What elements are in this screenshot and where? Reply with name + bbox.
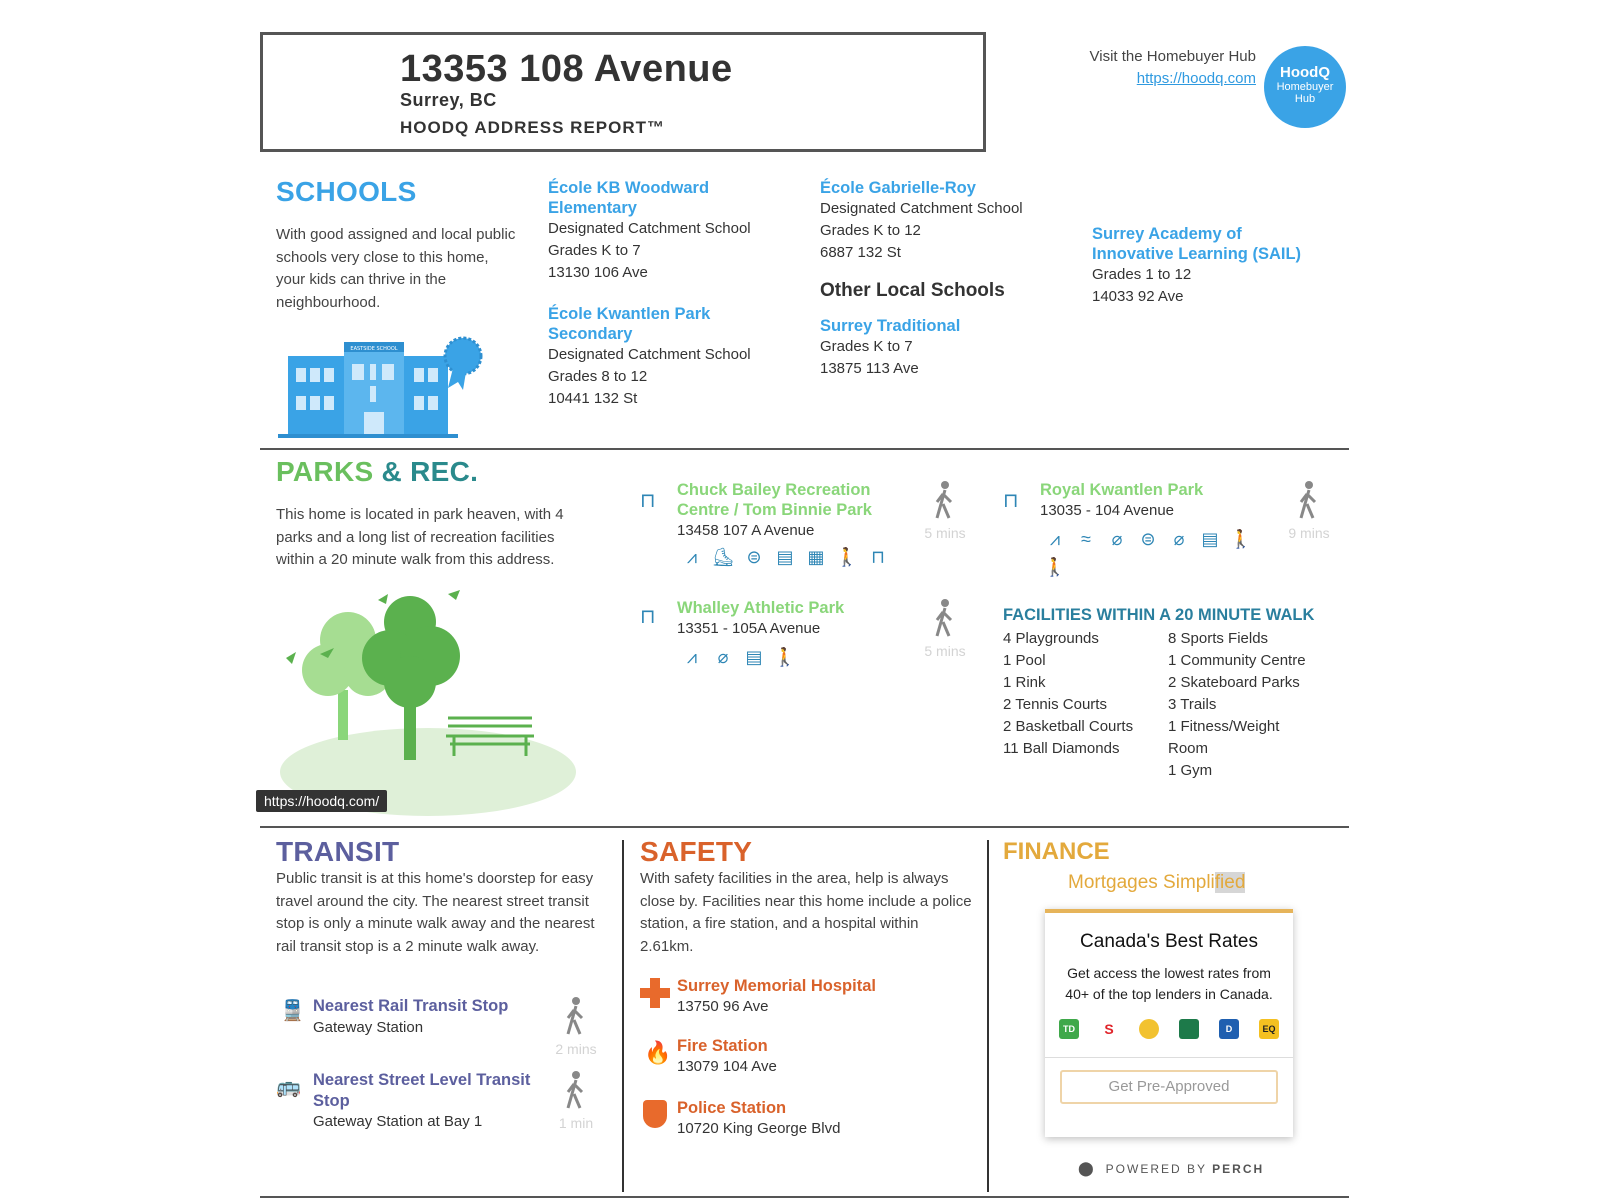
hospital-name: Surrey Memorial Hospital: [677, 977, 876, 995]
park-name: Whalley Athletic Park: [677, 599, 845, 617]
school-name-line-2: Innovative Learning (SAIL): [1092, 245, 1302, 263]
location-pin-icon: ⬤: [1078, 1160, 1096, 1176]
safety-blurb: With safety facilities in the area, help is always close by. Facilities near this home include a police station, a fire station, and a hospital within 2.61km.: [640, 870, 972, 955]
homebuyer-hub-text: Visit the Homebuyer Hub: [1089, 48, 1256, 65]
field-icon: ▤: [776, 547, 794, 567]
park-chuck-bailey[interactable]: [677, 480, 917, 542]
finance-tagline: [1068, 872, 1245, 894]
school-kb-woodward[interactable]: [548, 178, 788, 284]
eq-bank-logo-icon: EQ: [1259, 1019, 1279, 1039]
hospital[interactable]: [677, 976, 937, 1018]
ribbon-tail: [448, 368, 466, 390]
address-city: Surrey, BC: [400, 90, 497, 110]
park-amenities: [680, 544, 890, 570]
school-sail[interactable]: [1092, 224, 1342, 308]
tagline-part-a: Mortgages Simpli: [1068, 872, 1215, 893]
school-grades: Grades 1 to 12: [1092, 266, 1192, 283]
walking-person-icon: [931, 480, 959, 520]
fire-station-address: 13079 104 Ave: [677, 1058, 777, 1075]
divider-schools: [260, 448, 1349, 450]
facility-item: 2 Tennis Courts: [1003, 696, 1107, 713]
school-illustration: [278, 336, 493, 446]
shield-logo-icon: [1139, 1019, 1159, 1039]
facility-item: 1 Community Centre: [1168, 652, 1306, 669]
address-title: 13353 108 Avenue: [400, 48, 733, 90]
trail-icon: 🚶: [1229, 529, 1253, 549]
card-title: Canada's Best Rates: [1080, 931, 1258, 952]
pool-icon: ≈: [1081, 529, 1091, 549]
divider-bottom: [260, 1196, 1349, 1198]
park-walk-time: [1281, 480, 1337, 541]
walking-person-icon: [562, 996, 590, 1036]
field-icon: ▤: [745, 647, 763, 667]
badge-line-2: Homebuyer: [1276, 81, 1334, 93]
ball-diamond-icon: ⌀: [717, 647, 729, 667]
police-station-address: 10720 King George Blvd: [677, 1120, 841, 1137]
fire-icon: 🔥: [644, 1040, 672, 1065]
skate-icon: ⛸: [711, 547, 735, 567]
walk-minutes: 2 mins: [555, 1041, 597, 1057]
url-tooltip: https://hoodq.com/: [256, 790, 387, 812]
school-type: Designated Catchment School: [820, 200, 1023, 217]
school-grades: Grades K to 12: [820, 222, 921, 239]
school-name-line-2: Secondary: [548, 325, 633, 343]
walk-minutes: 9 mins: [1288, 525, 1330, 541]
facilities-list-right: [1168, 628, 1348, 782]
park-royal-kwantlen[interactable]: [1040, 480, 1260, 522]
playground-icon: ⩘: [1049, 529, 1061, 549]
school-name-line-1: Surrey Academy of: [1092, 225, 1242, 243]
homebuyer-hub-badge[interactable]: [1264, 46, 1346, 128]
park-walk-time: [917, 598, 973, 659]
facility-item: 1 Rink: [1003, 674, 1046, 691]
school-kwantlen-park[interactable]: [548, 304, 788, 410]
hexagon-logo-icon: [1179, 1019, 1199, 1039]
street-stop-label-line-2: Stop: [313, 1091, 350, 1110]
parks-title-a: PARKS: [276, 456, 374, 487]
scotiabank-logo-icon: S: [1099, 1019, 1119, 1039]
bench-icon: ⊓: [870, 547, 886, 567]
hospital-address: 13750 96 Ave: [677, 998, 769, 1015]
facility-item: 8 Sports Fields: [1168, 630, 1269, 647]
school-name-line-1: École KB Woodward: [548, 179, 710, 197]
powered-by-brand: PERCH: [1212, 1162, 1265, 1176]
school-type: Designated Catchment School: [548, 220, 751, 237]
fire-station-name: Fire Station: [677, 1037, 768, 1055]
fire-station[interactable]: [677, 1036, 937, 1078]
police-shield-icon: [643, 1100, 667, 1128]
facility-item: 2 Basketball Courts: [1003, 718, 1134, 735]
school-name-line-1: École Kwantlen Park: [548, 305, 711, 323]
police-station-name: Police Station: [677, 1099, 787, 1117]
rail-stop-name: Gateway Station: [313, 1018, 424, 1036]
card-text: Get access the lowest rates from 40+ of the top lenders in Canada.: [1065, 965, 1273, 1002]
powered-by-text: POWERED BY: [1105, 1162, 1207, 1176]
nearest-rail-stop[interactable]: [313, 996, 543, 1039]
facility-item: 4 Playgrounds: [1003, 630, 1099, 647]
walking-person-icon: [562, 1070, 590, 1110]
get-pre-approved-button[interactable]: Get Pre-Approved: [1060, 1070, 1278, 1104]
walk-minutes: 1 min: [558, 1115, 594, 1131]
basketball-icon: ⊜: [746, 547, 762, 567]
tree-trunk-left: [338, 690, 348, 740]
fitness-icon: 🚶: [1043, 557, 1067, 577]
basketball-icon: ⊜: [1140, 529, 1156, 549]
community-centre-icon: ▦: [807, 547, 825, 567]
td-logo-icon: TD: [1059, 1019, 1079, 1039]
school-name: École Gabrielle-Roy: [820, 179, 976, 197]
report-label: HOODQ ADDRESS REPORT™: [400, 118, 666, 137]
park-name: Royal Kwantlen Park: [1040, 481, 1204, 499]
police-station[interactable]: [677, 1098, 937, 1140]
schools-title: SCHOOLS: [276, 176, 417, 207]
park-name-line-2: Centre / Tom Binnie Park: [677, 501, 872, 519]
school-name-line-2: Elementary: [548, 199, 637, 217]
facility-item: 11 Ball Diamonds: [1003, 740, 1120, 757]
facilities-list-left: [1003, 628, 1163, 760]
park-address: 13035 - 104 Avenue: [1040, 502, 1175, 519]
parks-title-b: & REC.: [381, 456, 479, 487]
park-address: 13458 107 A Avenue: [677, 522, 815, 539]
divider-transit-safety: [622, 840, 624, 1192]
school-sign: EASTSIDE SCHOOL: [350, 346, 398, 352]
school-address: 10441 132 St: [548, 390, 638, 407]
park-walk-time: [917, 480, 973, 541]
other-schools-heading: Other Local Schools: [820, 280, 1005, 301]
school-grades: Grades 8 to 12: [548, 368, 648, 385]
school-grades: Grades K to 7: [820, 338, 913, 355]
walking-person-icon: [931, 598, 959, 638]
park-amenities: [680, 644, 797, 670]
facility-item: 3 Trails: [1168, 696, 1217, 713]
playground-icon: ⩘: [686, 647, 698, 667]
card-divider: [1045, 1057, 1293, 1058]
facility-item: 1 Fitness/Weight: [1168, 718, 1280, 735]
schools-blurb: With good assigned and local public schools very close to this home, your kids can thrive in the neighbourhood.: [276, 226, 516, 311]
park-bench-icon: ⊓: [640, 606, 656, 628]
school-grades: Grades K to 7: [548, 242, 641, 259]
trail-icon: 🚶: [835, 547, 859, 567]
trail-icon: 🚶: [773, 647, 797, 667]
tree-right-bottom: [384, 656, 436, 708]
hospital-cross-icon: [640, 978, 670, 1008]
rates-card: [1045, 909, 1293, 1137]
walk-minutes: 5 mins: [924, 643, 966, 659]
finance-title: FINANCE: [1003, 838, 1110, 865]
street-stop-name: Gateway Station at Bay 1: [313, 1113, 483, 1130]
divider-safety-finance: [987, 840, 989, 1192]
school-ground: [278, 434, 458, 438]
parks-title: [276, 456, 478, 488]
award-ribbon-icon: [445, 338, 481, 374]
bus-icon: 🚌: [276, 1076, 301, 1098]
school-address: 6887 132 St: [820, 244, 901, 261]
school-address: 13875 113 Ave: [820, 360, 919, 377]
walking-person-icon: [1295, 480, 1323, 520]
lender-logos: [1045, 1019, 1293, 1039]
school-surrey-traditional[interactable]: [820, 316, 1060, 380]
tree-trunk-right: [404, 700, 416, 760]
park-illustration: [278, 590, 588, 820]
badge-line-1: HoodQ: [1280, 64, 1330, 81]
park-amenities-row-2: [1043, 554, 1067, 580]
walk-minutes: 5 mins: [924, 525, 966, 541]
park-whalley-athletic[interactable]: [677, 598, 917, 640]
rail-walk-time: [548, 996, 604, 1057]
facilities-heading: FACILITIES WITHIN A 20 MINUTE WALK: [1003, 606, 1315, 624]
tennis-icon: ⌀: [1111, 529, 1123, 549]
park-bench-icon: ⊓: [640, 490, 656, 512]
facility-item: 1 Pool: [1003, 652, 1046, 669]
parks-blurb: This home is located in park heaven, with 4 parks and a long list of recreation facilities within a 20 minute walk from this address.: [276, 506, 564, 568]
park-amenities: [1043, 526, 1253, 552]
homebuyer-hub-link[interactable]: https://hoodq.com: [1136, 70, 1256, 87]
rail-stop-label: Nearest Rail Transit Stop: [313, 997, 509, 1015]
desjardins-logo-icon: D: [1219, 1019, 1239, 1039]
school-address: 13130 106 Ave: [548, 264, 648, 281]
skateboard-icon: ⌀: [1173, 529, 1185, 549]
playground-icon: ⩘: [686, 547, 698, 567]
powered-by: [1078, 1160, 1264, 1177]
school-gabrielle-roy[interactable]: [820, 178, 1060, 264]
badge-line-3: Hub: [1294, 93, 1316, 105]
facility-item: 2 Skateboard Parks: [1168, 674, 1300, 691]
field-icon: ▤: [1201, 529, 1219, 549]
transit-blurb: Public transit is at this home's doorstep for easy travel around the city. The nearest street transit stop is only a minute walk away and the nearest rail transit stop is a 2 minute walk away.: [276, 870, 595, 955]
park-bench-icon: ⊓: [1003, 490, 1019, 512]
facility-item: 1 Gym: [1168, 762, 1213, 779]
nearest-street-stop[interactable]: [313, 1070, 553, 1133]
train-icon: 🚆: [280, 1000, 305, 1022]
school-name: Surrey Traditional: [820, 317, 961, 335]
safety-title: SAFETY: [640, 836, 753, 867]
facility-item: Room: [1168, 740, 1209, 757]
tagline-part-b: fied: [1214, 872, 1246, 893]
park-address: 13351 - 105A Avenue: [677, 620, 821, 637]
park-name-line-1: Chuck Bailey Recreation: [677, 481, 871, 499]
school-address: 14033 92 Ave: [1092, 288, 1184, 305]
transit-title: TRANSIT: [276, 836, 400, 867]
street-stop-label-line-1: Nearest Street Level Transit: [313, 1071, 531, 1089]
school-type: Designated Catchment School: [548, 346, 751, 363]
street-walk-time: [548, 1070, 604, 1131]
divider-parks: [260, 826, 1349, 828]
